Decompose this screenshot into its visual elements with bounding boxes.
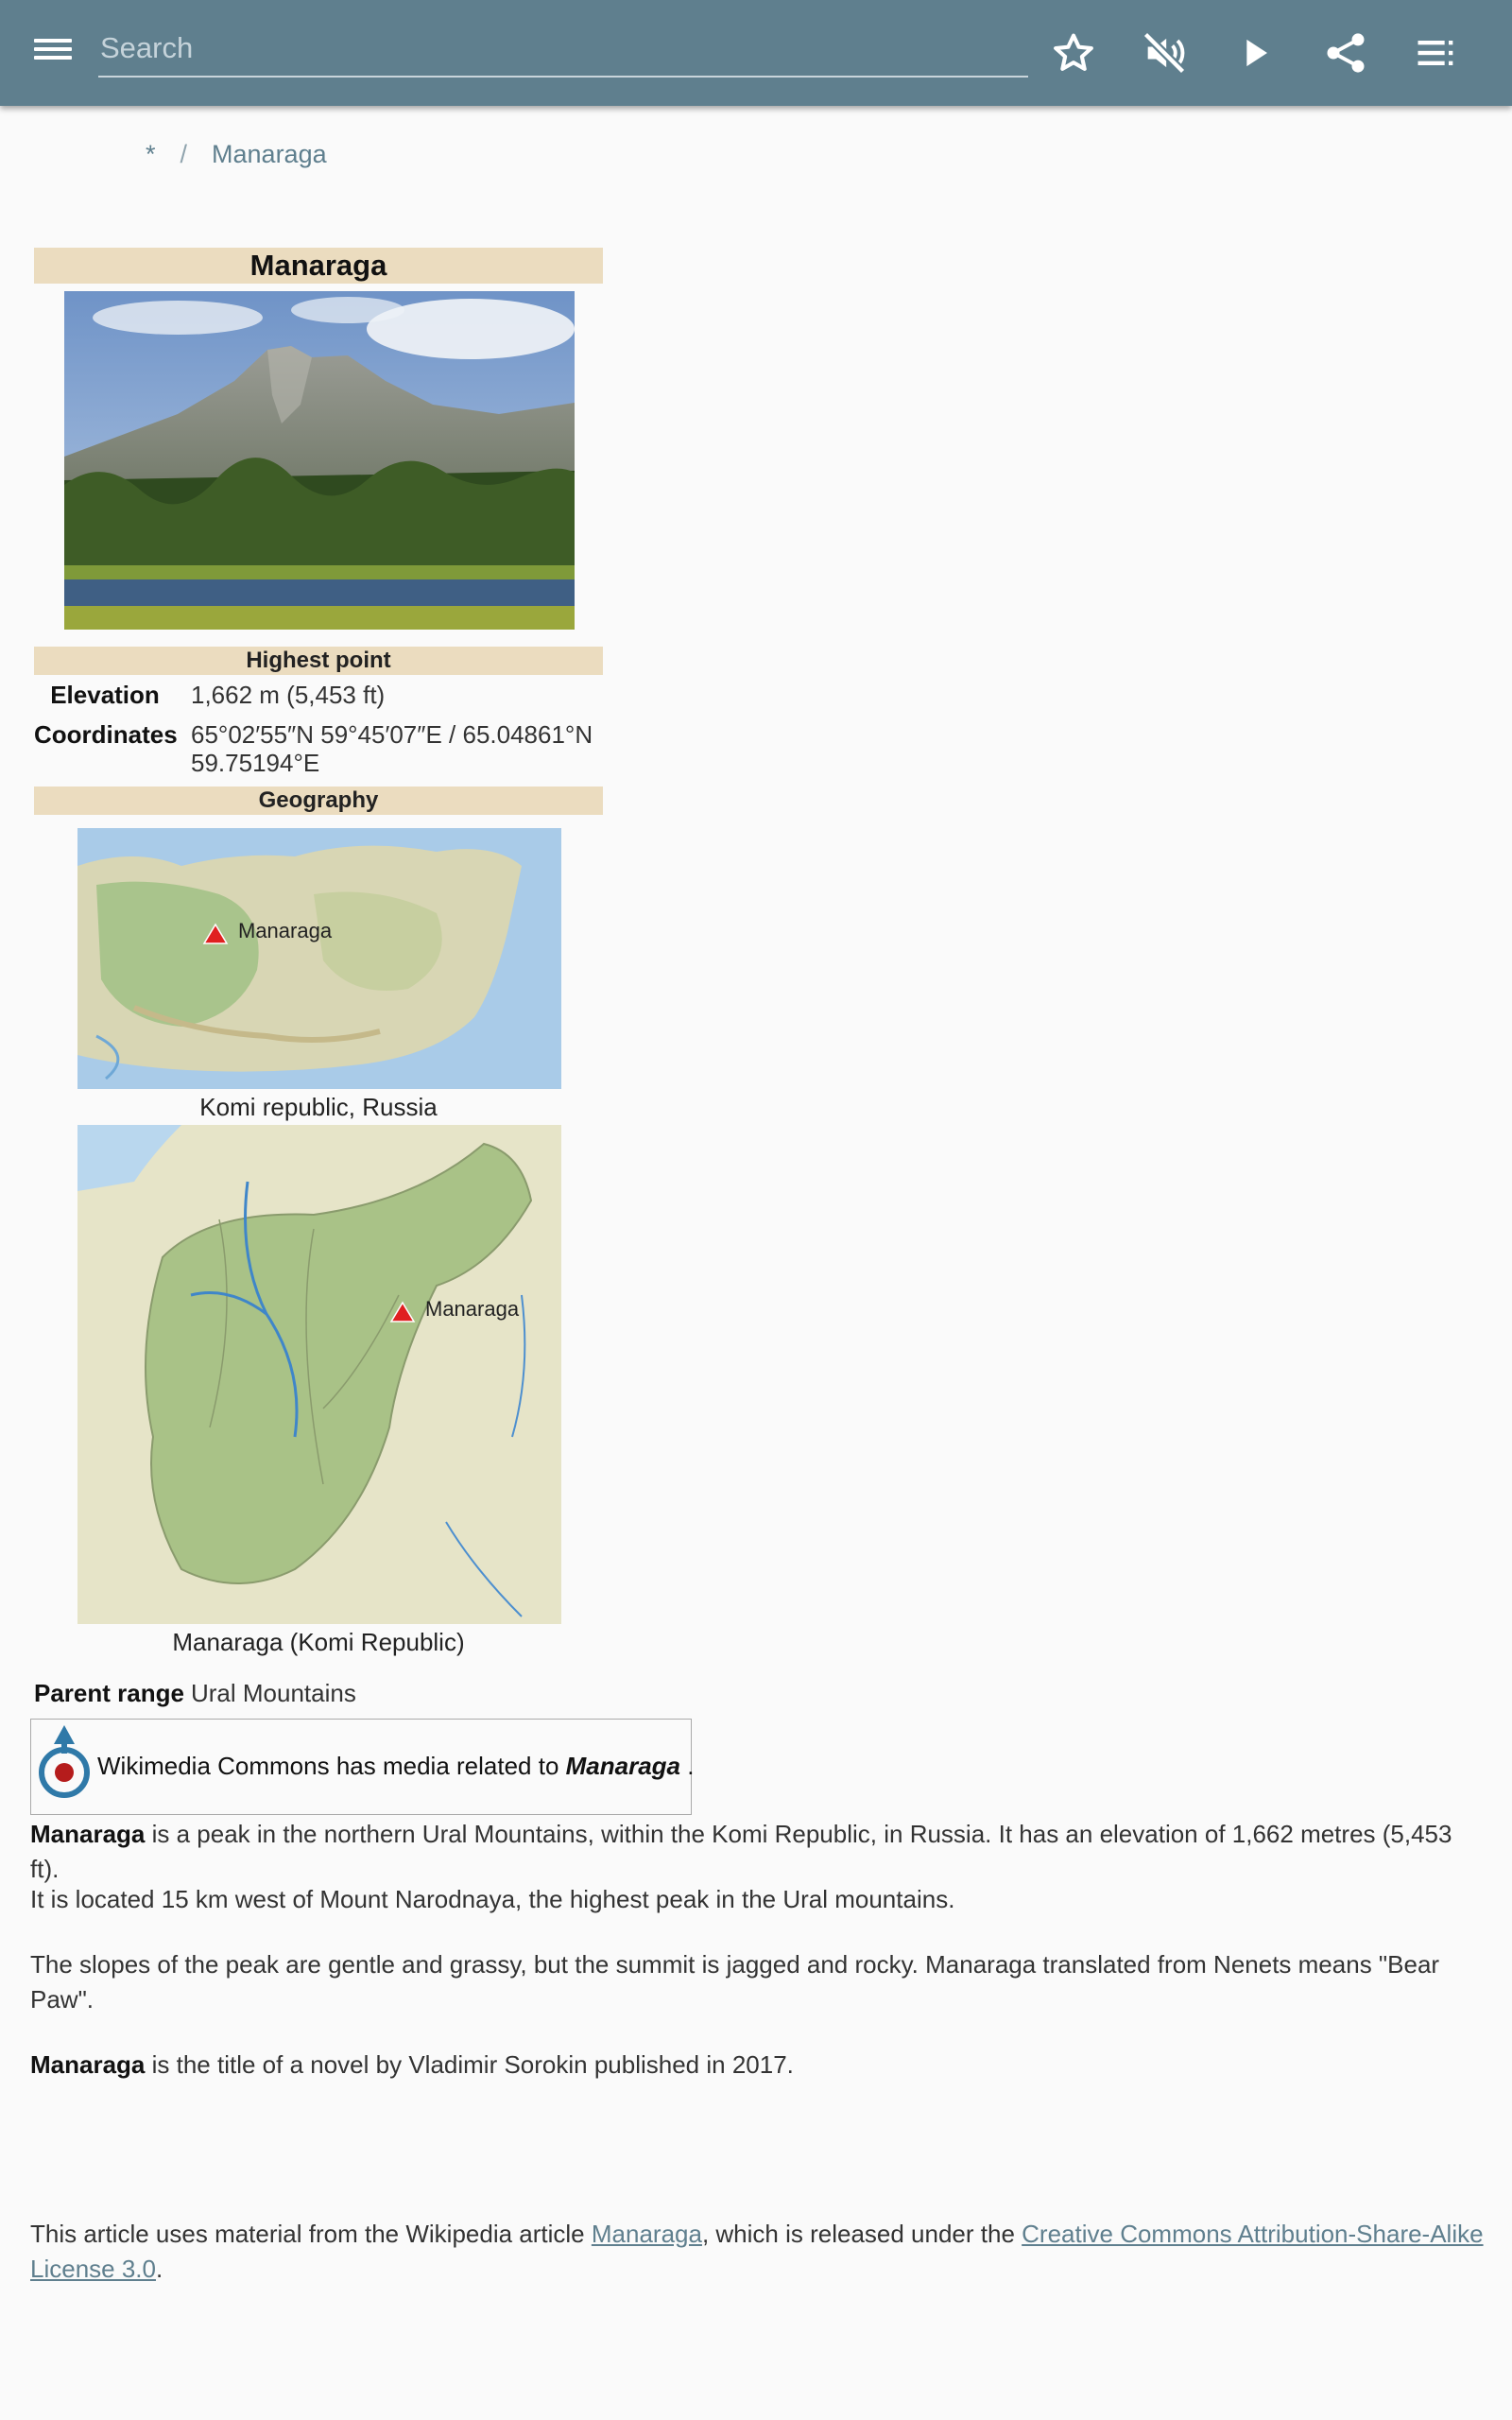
infobox-title: Manaraga bbox=[34, 248, 603, 284]
russia-locator-map[interactable] bbox=[77, 828, 561, 1089]
map2-marker-label: Manaraga bbox=[425, 1297, 520, 1321]
paragraph-text: is a peak in the northern Ural Mountains, within the Komi Republic, in Russia. It has an elevation of 1,662 metres (5,453 ft). bbox=[30, 1820, 1452, 1883]
article-paragraph bbox=[30, 2048, 1486, 2083]
share-icon[interactable] bbox=[1321, 28, 1370, 78]
geography-header: Geography bbox=[34, 786, 603, 815]
article-paragraph: It is located 15 km west of Mount Narodnaya, the highest peak in the Ural mountains. bbox=[30, 1885, 955, 1913]
parent-range-row bbox=[34, 1679, 603, 1711]
paragraph-text: is the title of a novel by Vladimir Sorokin published in 2017. bbox=[145, 2050, 794, 2079]
mountain-photo[interactable] bbox=[64, 291, 575, 630]
coordinates-label: Coordinates bbox=[34, 720, 178, 749]
breadcrumb-separator: / bbox=[180, 140, 188, 168]
breadcrumb-root-link[interactable]: * bbox=[146, 140, 156, 168]
komi-locator-map[interactable] bbox=[77, 1125, 561, 1624]
commons-link[interactable]: Manaraga bbox=[565, 1752, 681, 1780]
article-paragraph bbox=[30, 1817, 1486, 1887]
attribution-footer bbox=[30, 2217, 1486, 2287]
search-input[interactable] bbox=[98, 21, 1032, 76]
parent-range-label: Parent range bbox=[34, 1679, 184, 1707]
map1-marker-label: Manaraga bbox=[238, 919, 333, 942]
attribution-text: This article uses material from the Wikipedia article bbox=[30, 2220, 592, 2248]
peak-marker-icon bbox=[389, 1301, 416, 1323]
volume-off-icon[interactable] bbox=[1140, 28, 1189, 78]
wikimedia-commons-icon bbox=[35, 1723, 94, 1803]
elevation-label: Elevation bbox=[50, 681, 160, 709]
peak-marker-icon bbox=[202, 923, 229, 945]
attribution-text: , which is released under the bbox=[701, 2220, 1022, 2248]
article-paragraph: The slopes of the peak are gentle and grassy, but the summit is jagged and rocky. Manaraga translated from Nenets means "Bear Paw". bbox=[30, 1950, 1440, 2014]
commons-text-end: . bbox=[680, 1752, 695, 1780]
search-field-wrapper bbox=[98, 21, 1028, 78]
map2-caption: Manaraga (Komi Republic) bbox=[172, 1628, 465, 1656]
breadcrumb bbox=[146, 140, 327, 169]
highest-point-header: Highest point bbox=[34, 647, 603, 675]
coordinates-row bbox=[34, 720, 603, 781]
menu-icon[interactable] bbox=[28, 34, 77, 72]
play-icon[interactable] bbox=[1230, 28, 1280, 78]
coordinates-value[interactable]: 65°02′55″N 59°45′07″E / 65.04861°N 59.75194°E bbox=[191, 720, 593, 777]
article-subject: Manaraga bbox=[30, 1820, 146, 1848]
commons-text bbox=[97, 1752, 694, 1781]
commons-box bbox=[30, 1719, 695, 1815]
star-icon[interactable] bbox=[1049, 28, 1098, 78]
article-subject: Manaraga bbox=[30, 2050, 146, 2079]
app-bar bbox=[0, 0, 1512, 106]
attribution-text: . bbox=[155, 2255, 163, 2283]
playlist-icon[interactable] bbox=[1412, 28, 1461, 78]
map1-caption: Komi republic, Russia bbox=[199, 1093, 438, 1121]
license-link[interactable]: Creative Commons Attribution-Share-Alike License 3.0 bbox=[30, 2220, 1484, 2283]
infobox bbox=[34, 248, 603, 1707]
parent-range-value[interactable]: Ural Mountains bbox=[191, 1679, 356, 1707]
elevation-row bbox=[34, 681, 603, 715]
wikipedia-article-link[interactable]: Manaraga bbox=[591, 2220, 702, 2248]
breadcrumb-current[interactable]: Manaraga bbox=[212, 140, 327, 168]
elevation-value: 1,662 m (5,453 ft) bbox=[191, 681, 386, 709]
commons-text-lead: Wikimedia Commons has media related to bbox=[97, 1752, 566, 1780]
